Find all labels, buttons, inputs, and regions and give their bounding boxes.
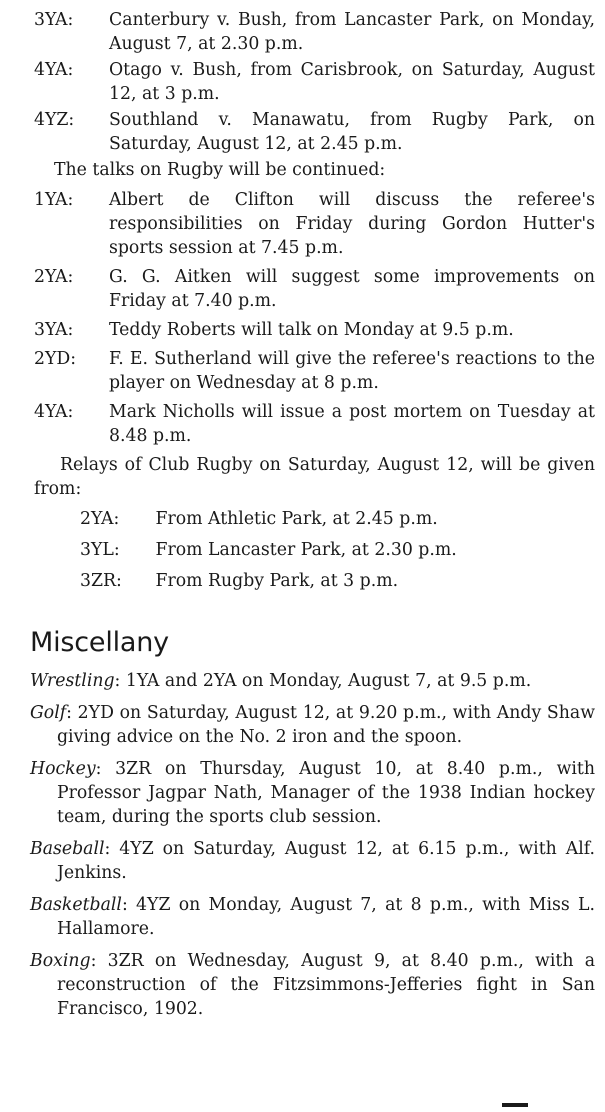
misc-entry [30, 949, 595, 1021]
talks-intro: The talks on Rugby will be continued: [54, 160, 386, 180]
talk-text: Albert de Clifton will discuss the referee's responsibilities on Friday during Gordon Hutter's sports session at 7.45 p.m. [109, 190, 595, 258]
misc-list [30, 669, 595, 1021]
station-code: 4YA: [34, 402, 74, 422]
talk-entry [34, 188, 595, 260]
misc-entry [30, 669, 595, 693]
misc-entry [30, 701, 595, 749]
misc-text: : 4YZ on Saturday, August 12, at 6.15 p.m., with Alf. Jenkins. [57, 839, 595, 883]
sport-label: Wrestling [30, 671, 115, 691]
station-code: 2YD: [34, 349, 77, 369]
station-code: 2YA: [80, 509, 120, 529]
sport-label: Golf [30, 703, 67, 723]
relay-text: From Lancaster Park, at 2.30 p.m. [155, 540, 457, 560]
commentary-entry [34, 8, 595, 56]
station-code: 3YL: [80, 540, 120, 560]
commentary-entry [34, 108, 595, 156]
talk-entry [34, 265, 595, 313]
commentary-list [34, 8, 595, 156]
talk-entry [34, 400, 595, 448]
commentary-text: Otago v. Bush, from Carisbrook, on Saturday, August 12, at 3 p.m. [109, 60, 595, 104]
station-code: 3YA: [34, 320, 74, 340]
talk-entry [34, 318, 595, 342]
relay-entry [34, 507, 595, 531]
talk-text: F. E. Sutherland will give the referee's reactions to the player on Wednesday at 8 p.m. [109, 349, 595, 393]
misc-text: : 3ZR on Wednesday, August 9, at 8.40 p.m., with a reconstruction of the Fitzsimmons-Jefferies fight in San Francisco, 1902. [57, 951, 595, 1019]
misc-entry [30, 757, 595, 829]
sport-label: Boxing [30, 951, 91, 971]
sport-label: Basketball [30, 895, 122, 915]
relays-intro: Relays of Club Rugby on Saturday, August 12, will be given from: [34, 455, 595, 499]
station-code: 1YA: [34, 190, 74, 210]
commentary-entry [34, 58, 595, 106]
misc-text: : 1YA and 2YA on Monday, August 7, at 9.5 p.m. [114, 671, 532, 691]
section-heading: Miscellany [30, 627, 169, 658]
relay-list [34, 507, 595, 593]
talk-text: Teddy Roberts will talk on Monday at 9.5 p.m. [109, 320, 514, 340]
relay-text: From Athletic Park, at 2.45 p.m. [155, 509, 438, 529]
print-mark [502, 1103, 528, 1107]
relay-text: From Rugby Park, at 3 p.m. [155, 571, 399, 591]
station-code: 3YA: [34, 10, 74, 30]
sport-label: Hockey [30, 759, 96, 779]
talk-text: Mark Nicholls will issue a post mortem on Tuesday at 8.48 p.m. [109, 402, 595, 446]
talk-entry [34, 347, 595, 395]
commentary-text: Southland v. Manawatu, from Rugby Park, on Saturday, August 12, at 2.45 p.m. [109, 110, 595, 154]
misc-entry [30, 837, 595, 885]
relay-entry [34, 569, 595, 593]
station-code: 4YA: [34, 60, 74, 80]
station-code: 3ZR: [80, 571, 122, 591]
misc-text: : 4YZ on Monday, August 7, at 8 p.m., with Miss L. Hallamore. [57, 895, 595, 939]
talks-list [34, 188, 595, 448]
relay-entry [34, 538, 595, 562]
commentary-text: Canterbury v. Bush, from Lancaster Park, on Monday, August 7, at 2.30 p.m. [109, 10, 595, 54]
misc-entry [30, 893, 595, 941]
station-code: 4YZ: [34, 110, 75, 130]
talk-text: G. G. Aitken will suggest some improvements on Friday at 7.40 p.m. [109, 267, 595, 311]
misc-text: : 2YD on Saturday, August 12, at 9.20 p.m., with Andy Shaw giving advice on the No. 2 iron and the spoon. [57, 703, 595, 747]
station-code: 2YA: [34, 267, 74, 287]
misc-text: : 3ZR on Thursday, August 10, at 8.40 p.m., with Professor Jagpar Nath, Manager of the 1938 Indian hockey team, during the sports club session. [57, 759, 595, 827]
sport-label: Baseball [30, 839, 105, 859]
